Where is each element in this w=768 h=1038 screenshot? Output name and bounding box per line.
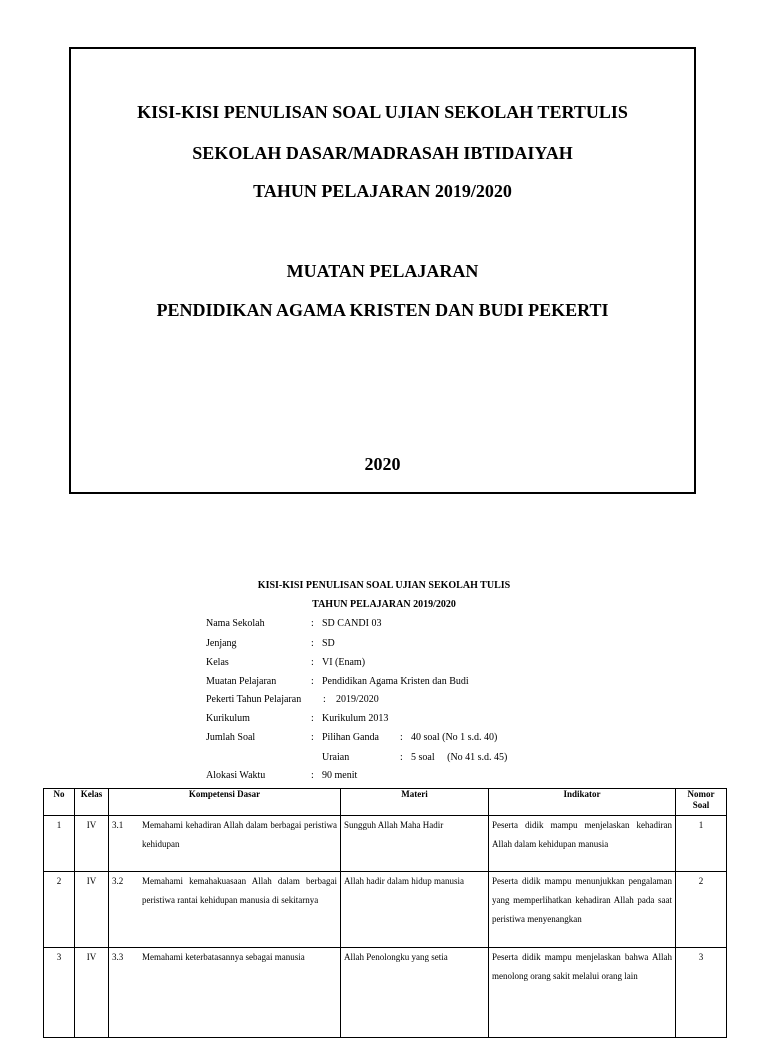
cell-materi: Allah hadir dalam hidup manusia [341,872,489,948]
info-label: Kelas [206,657,229,668]
info-label: Pekerti Tahun Pelajaran [206,694,302,705]
info-label: Muatan Pelajaran [206,676,277,687]
info-value: SD [322,638,335,649]
cell-kompetensi-dasar [109,872,341,948]
info-value: SD CANDI 03 [322,618,382,629]
info-label: Alokasi Waktu [206,770,266,781]
doc-title: KISI-KISI PENULISAN SOAL UJIAN SEKOLAH TULIS [257,580,511,591]
info-value: VI (Enam) [322,657,366,668]
cover-year: 2020 [364,454,401,474]
cell-nomor-soal: 1 [676,816,727,872]
cover-subject-heading: MUATAN PELAJARAN [286,261,479,281]
info-value: Kurikulum 2013 [322,713,389,724]
cover-title-line-1: KISI-KISI PENULISAN SOAL UJIAN SEKOLAH TERTULIS [137,102,628,122]
cover-title-line-3: TAHUN PELAJARAN 2019/2020 [253,181,512,201]
cell-nomor-soal: 2 [676,872,727,948]
info-colon: : [311,770,314,781]
table-row [44,948,727,1038]
doc-subtitle: TAHUN PELAJARAN 2019/2020 [312,599,456,610]
info-colon: : [311,657,314,668]
cover-box [69,47,696,494]
col-header-kompetensi-dasar: Kompetensi Dasar [109,789,341,816]
cell-kompetensi-dasar [109,948,341,1038]
cell-materi: Allah Penolongku yang setia [341,948,489,1038]
info-colon: : [311,676,314,687]
cell-materi: Sungguh Allah Maha Hadir [341,816,489,872]
col-header-nomor-soal: Nomor Soal [676,789,727,816]
cell-indikator: Peserta didik mampu menjelaskan bahwa Allah menolong orang sakit melalui orang lain [489,948,676,1038]
info-sub-colon: : [400,752,403,763]
col-header-kelas: Kelas [75,789,109,816]
cover-subject-name: PENDIDIKAN AGAMA KRISTEN DAN BUDI PEKERTI [156,300,609,320]
info-colon: : [311,638,314,649]
info-label: Jenjang [206,638,237,649]
cell-nomor-soal: 3 [676,948,727,1038]
col-header-no: No [44,789,75,816]
info-sub-value: 5 soal (No 41 s.d. 45) [411,752,508,763]
info-value: 2019/2020 [336,694,379,705]
info-colon: : [311,713,314,724]
info-sub-value: 40 soal (No 1 s.d. 40) [411,732,498,743]
table-header-row [44,789,727,816]
cell-no: 1 [44,816,75,872]
kd-number: 3.3 [112,952,124,962]
kd-text: Memahami keterbatasannya sebagai manusia [142,952,305,962]
cell-kelas: IV [75,948,109,1038]
cell-no: 3 [44,948,75,1038]
cell-kelas: IV [75,872,109,948]
info-sub-colon: : [400,732,403,743]
info-label: Nama Sekolah [206,618,265,629]
info-colon: : [323,694,326,705]
col-header-materi: Materi [341,789,489,816]
info-label: Jumlah Soal [206,732,256,743]
info-value: Pilihan Ganda [322,732,379,743]
info-colon: : [311,732,314,743]
cell-no: 2 [44,872,75,948]
kd-number: 3.2 [112,876,124,886]
info-value: Pendidikan Agama Kristen dan Budi [322,676,469,687]
info-value: 90 menit [322,770,358,781]
info-value: Uraian [322,752,350,763]
col-header-indikator: Indikator [489,789,676,816]
kd-number: 3.1 [112,820,124,830]
cover-title-line-2: SEKOLAH DASAR/MADRASAH IBTIDAIYAH [192,143,573,163]
kisi-table [43,788,727,1038]
table-row [44,872,727,948]
cell-kompetensi-dasar [109,816,341,872]
info-label: Kurikulum [206,713,250,724]
cell-kelas: IV [75,816,109,872]
cell-indikator: Peserta didik mampu menunjukkan pengalaman yang memperlihatkan kehadiran Allah pada saat peristiwa menyenangkan [489,872,676,948]
kd-text: Memahami kehadiran Allah dalam berbagai peristiwa kehidupan [142,820,337,849]
table-row [44,816,727,872]
info-colon: : [311,618,314,629]
cell-indikator: Peserta didik mampu menjelaskan kehadiran Allah dalam kehidupan manusia [489,816,676,872]
kd-text: Memahami kemahakuasaan Allah dalam berbagai peristiwa rantai kehidupan manusia di sekitarnya [142,876,337,905]
